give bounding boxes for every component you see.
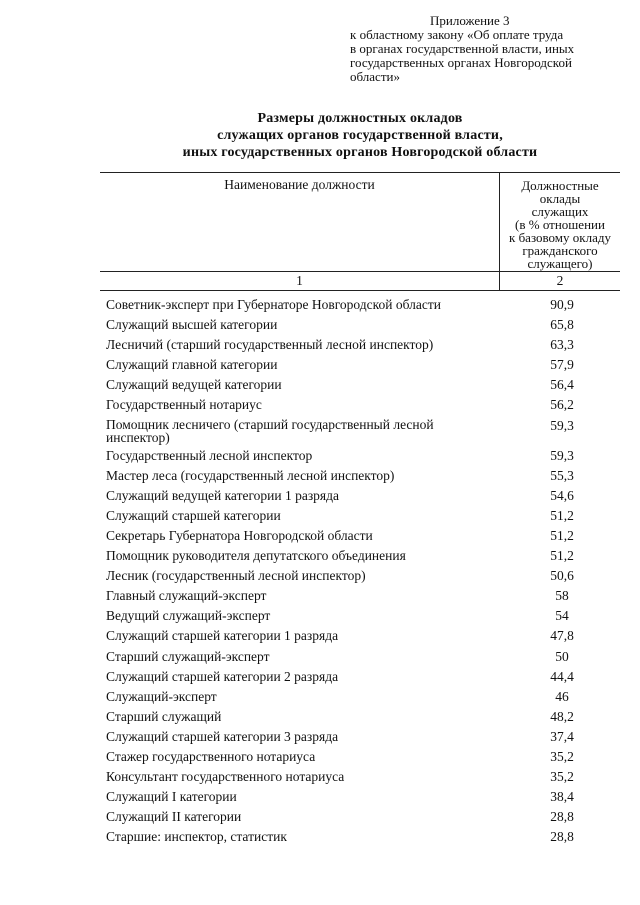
appendix-line: области» [350, 69, 400, 84]
table-row [100, 466, 620, 486]
salary-percent-value: 48,2 [550, 708, 574, 724]
salary-percent-value: 46 [555, 688, 569, 704]
table-row [100, 727, 620, 747]
position-name: Лесничий (старший государственный лесной инспектор) [106, 337, 434, 353]
salary-percent-value: 59,3 [550, 447, 574, 463]
table-row [100, 687, 620, 707]
appendix-line: государственных органах Новгородской [350, 55, 572, 70]
salary-header-line: оклады [539, 191, 581, 206]
salary-percent-value: 56,2 [550, 397, 574, 413]
appendix-line: в органах государственной власти, иных [350, 41, 575, 56]
table-row [100, 626, 620, 646]
table-body [100, 295, 620, 847]
salary-header-line: Должностные [521, 178, 599, 193]
salary-percent-value: 28,8 [550, 809, 574, 825]
column-number-2: 2 [499, 272, 620, 290]
salary-header-line: (в % отношении [515, 217, 605, 232]
salary-percent-value: 54,6 [550, 487, 574, 503]
salary-percent-value: 55,3 [550, 467, 574, 483]
salary-percent-value: 90,9 [550, 297, 574, 312]
salary-column-header [499, 173, 620, 271]
table-row [100, 606, 620, 626]
table-row [100, 335, 620, 355]
position-name: Советник-эксперт при Губернаторе Новгородской области [106, 297, 441, 312]
salary-percent-value: 65,8 [550, 317, 574, 333]
position-name: Секретарь Губернатора Новгородской области [106, 527, 373, 543]
position-name: Служащий высшей категории [106, 317, 278, 333]
salary-header-line: служащих [531, 204, 589, 219]
appendix-line: к областному закону «Об оплате труда [350, 27, 564, 42]
table-row [100, 566, 620, 586]
salary-header-line: гражданского [522, 243, 598, 258]
salary-percent-value: 58 [555, 588, 569, 604]
title-line: Размеры должностных окладов [257, 111, 463, 126]
table-row [100, 526, 620, 546]
salary-percent-value: 51,2 [550, 507, 574, 523]
appendix-number: Приложение 3 [430, 13, 510, 28]
position-name: Главный служащий-эксперт [106, 588, 267, 604]
table-row [100, 486, 620, 506]
salary-percent-value: 47,8 [550, 628, 574, 644]
table-row [100, 807, 620, 827]
table-row [100, 315, 620, 335]
salary-percent-value: 35,2 [550, 769, 574, 785]
table-row [100, 767, 620, 787]
position-name: Лесник (государственный лесной инспектор) [106, 568, 366, 584]
position-name: Старший служащий-эксперт [106, 648, 270, 664]
salary-percent-value: 37,4 [550, 728, 574, 744]
table-row [100, 707, 620, 727]
table-row [100, 395, 620, 415]
position-name: Консультант государственного нотариуса [106, 769, 345, 785]
table-row [100, 667, 620, 687]
document-title [100, 110, 620, 161]
position-name: Служащий II категории [106, 809, 242, 825]
table-header [100, 172, 620, 272]
table-row [100, 295, 620, 315]
position-name: Служащий главной категории [106, 357, 278, 373]
table-row [100, 647, 620, 667]
salary-percent-value: 51,2 [550, 548, 574, 564]
position-name: Помощник руководителя депутатского объединения [106, 548, 406, 564]
position-name: Служащий I категории [106, 789, 237, 805]
position-name: Помощник лесничего (старший государственный лесной инспектор) [106, 416, 434, 445]
salary-percent-value: 50 [555, 648, 569, 664]
appendix-header [350, 14, 620, 84]
table-row [100, 446, 620, 466]
position-name: Мастер леса (государственный лесной инспектор) [106, 467, 395, 483]
position-name: Служащий старшей категории 2 разряда [106, 668, 339, 684]
salary-header-line: служащего) [527, 256, 593, 271]
column-numbers-row [100, 272, 620, 291]
salary-percent-value: 50,6 [550, 568, 574, 584]
position-name: Служащий-эксперт [106, 688, 217, 704]
table-row [100, 506, 620, 526]
position-name: Стажер государственного нотариуса [106, 748, 316, 764]
salary-percent-value: 59,3 [550, 417, 574, 433]
salary-percent-value: 38,4 [550, 789, 574, 805]
position-name: Старшие: инспектор, статистик [106, 829, 287, 845]
table-row [100, 355, 620, 375]
position-column-header: Наименование должности [224, 177, 375, 192]
salary-percent-value: 63,3 [550, 337, 574, 353]
position-name: Служащий старшей категории 3 разряда [106, 728, 339, 744]
position-name: Служащий старшей категории 1 разряда [106, 628, 339, 644]
position-name: Ведущий служащий-эксперт [106, 608, 271, 624]
salary-percent-value: 51,2 [550, 527, 574, 543]
position-name: Старший служащий [106, 708, 222, 724]
position-name: Служащий ведущей категории 1 разряда [106, 487, 340, 503]
position-name: Служащий ведущей категории [106, 377, 282, 393]
salary-percent-value: 28,8 [550, 829, 574, 845]
salary-percent-value: 44,4 [550, 668, 574, 684]
table-row [100, 747, 620, 767]
salary-percent-value: 35,2 [550, 748, 574, 764]
table-row [100, 787, 620, 807]
table-row [100, 375, 620, 395]
salary-header-line: к базовому окладу [509, 230, 611, 245]
column-number-1: 1 [296, 273, 303, 288]
position-name: Служащий старшей категории [106, 507, 281, 523]
title-line: иных государственных органов Новгородской области [182, 145, 538, 160]
table-row [100, 416, 620, 446]
salary-table [100, 172, 620, 847]
table-row [100, 546, 620, 566]
salary-percent-value: 57,9 [550, 357, 574, 373]
salary-percent-value: 56,4 [550, 377, 574, 393]
position-name: Государственный лесной инспектор [106, 447, 313, 463]
table-row [100, 827, 620, 847]
salary-percent-value: 54 [555, 608, 569, 624]
table-row [100, 586, 620, 606]
title-line: служащих органов государственной власти, [217, 128, 503, 143]
position-name: Государственный нотариус [106, 397, 262, 413]
